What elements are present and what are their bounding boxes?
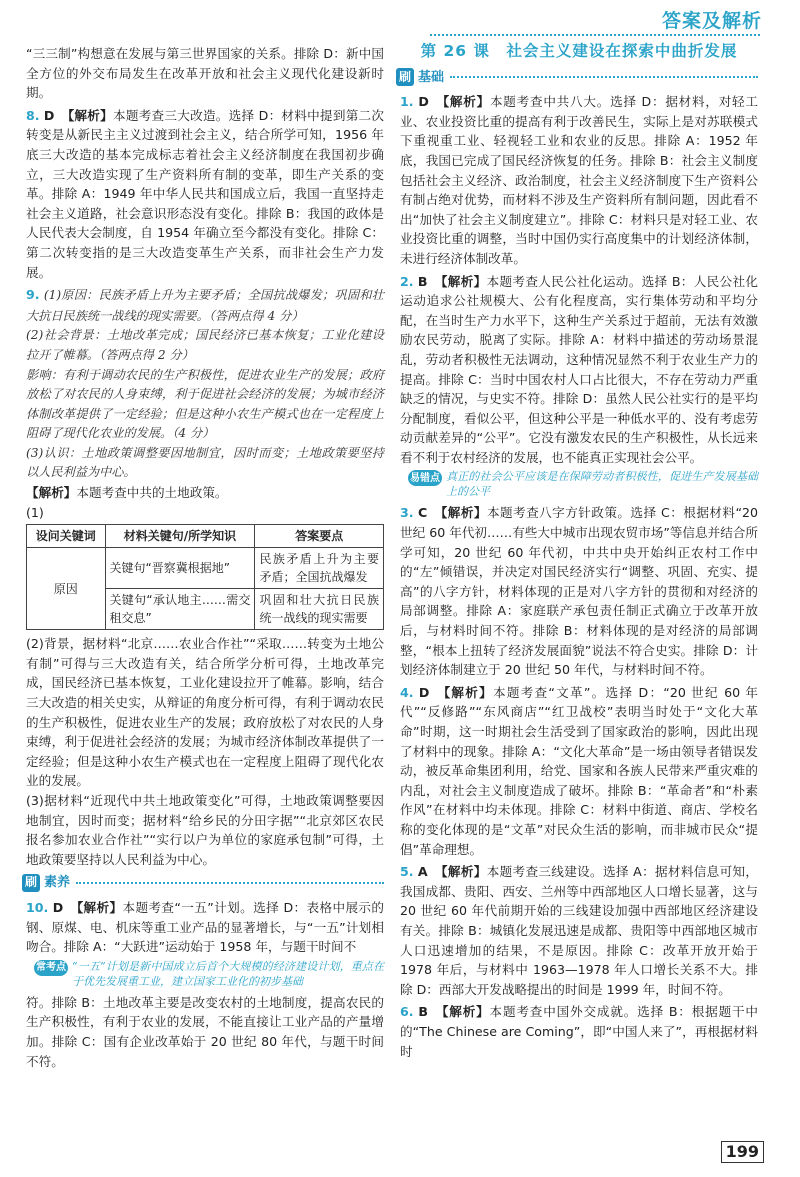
section-label: 基础	[418, 69, 445, 85]
section-header-suyang	[22, 873, 384, 893]
analysis-tag: 【解析】	[61, 107, 113, 123]
answer-5	[400, 862, 758, 999]
table-cell: 关键句“承认地主……需交租交息”	[105, 589, 255, 630]
note-text: 真正的社会公平应该是在保障劳动者积极性，促进生产发展基础上的公平	[446, 470, 758, 499]
sub-label: (1)	[26, 504, 44, 520]
key-point-note	[34, 959, 384, 989]
answer-letter: A	[417, 864, 428, 880]
analysis-paragraph: (3)据材料“近现代中共土地政策变化”可得，土地政策调整要因地制宜，因时而变；据材料“给乡民的分田字据”“北京郊区农民报名参加农业合作社”“实行以户为单位的家庭承包制”可得，土地政策要坚持以人民利益为中心。	[26, 793, 384, 867]
answer-letter: D	[52, 899, 64, 915]
table-cell: 原因	[27, 548, 106, 630]
table-header: 设问关键词	[27, 525, 106, 548]
right-column	[400, 44, 758, 1064]
analysis-tag: 【解析】	[70, 899, 123, 915]
section-label: 素养	[44, 875, 71, 891]
analysis-table	[26, 524, 384, 630]
table-header-row	[27, 525, 384, 548]
answer-1	[400, 92, 758, 268]
answer-3	[400, 503, 758, 679]
question-number: 2.	[400, 273, 414, 289]
table-row	[27, 548, 384, 589]
handwritten-answer-2: (2)社会背景：土地改革完成；国民经济已基本恢复；工业化建设拉开了帷幕。（答两点得 2 分）	[26, 328, 384, 362]
analysis-text: 本题考查八字方针政策。选择 C：根据材料“20 世纪 60 年代初……有些大中城市出现农贸市场”等信息并结合所学可知，20 世纪 60 年代初，中共中央开始纠正农村工作中的“左”倾错误，并决定对国民经济实行“调整、巩固、充实、提高”的八字方针，材料体现的正是对八字方针的贯彻和对经济的局部调整。排除 A：家庭联产承包责任制正式确立于改革开放后，与材料时间不符。排除 B：材料体现的是对经济的局部调整，“根本上扭转了经济发展面貌”说法不符合史实。排除 D：计划经济体制建立于 20 世纪 50 年代，与材料时间不符。	[400, 505, 758, 678]
error-prone-note	[408, 469, 758, 499]
analysis-tag: 【解析】	[435, 864, 487, 880]
analysis-text: 本题考查三线建设。选择 A：据材料信息可知，我国成都、贵阳、西安、兰州等中西部地区人口增长显著，这与 20 世纪 60 年代前期开始的三线建设加强中西部地区经济建设有关。排除 B：城镇化发展迅速是成都、贵阳等中西部地区城市人口迅速增加的结果，不是原因。排除 C：改革开放开始于 1978 年后，与材料中 1963—1978 年人口增长关系不大。排除 D：西部大开发战略提出的时间是 1999 年，时间不符。	[400, 864, 759, 997]
analysis-text: 本题考查中共的土地政策。	[76, 485, 228, 501]
analysis-tag: 【解析】	[434, 273, 487, 289]
brush-icon: 刷	[396, 68, 414, 86]
analysis-tag: 【解析】	[435, 1004, 490, 1020]
table-cell: 关键句“晋察冀根据地”	[105, 548, 255, 589]
section-header-jichu	[396, 68, 758, 88]
question-number: 5.	[400, 864, 414, 880]
question-number: 9.	[26, 287, 40, 303]
analysis-text: 本题考查中共八大。选择 D：据材料，对轻工业、农业投资比重的提高有利于改善民生，实际上是对苏联模式下重视重工业、轻视轻工业和农业的反思。排除 A：1952 年底，我国已完成了国民经济恢复的任务。排除 B：社会主义制度包括社会主义经济、政治制度，社会主义经济制度下生产资料公有制占绝对优势，而材料不涉及生产资料所有制问题，因此看不出“加快了社会主义制度建立”。排除 C：材料只是对轻工业、农业投资比重的调整，当时中国仍实行高度集中的计划经济体制，未进行经济体制改革。	[400, 94, 758, 266]
header-divider	[430, 34, 760, 36]
answer-letter: D	[43, 107, 55, 123]
handwritten-answer-3: 影响：有利于调动农民的生产积极性，促进农业生产的发展；政府放松了对农民的人身束缚，利于促进社会经济的发展；为城市经济体制改革提供了一定经验；但是这种小农生产模式也在一定程度上阻碍了现代化农业的发展。（4 分）	[26, 367, 384, 441]
answer-10	[26, 898, 384, 1071]
answer-8	[26, 106, 384, 282]
answer-4	[400, 683, 758, 859]
section-divider	[450, 76, 758, 78]
analysis-text: 本题考查“文革”。选择 D：“20 世纪 60 年代”“反修路”“东风商店”“红卫战校”表明当时处于“文化大革命”时期，这一时期社会生活受到了国家政治的影响，因此出现了材料中的现象。排除 A：“文化大革命”是一场由领导者错误发动，被反革命集团利用，给党、国家和各族人民带来严重灾难的内乱，对社会主义制度造成了破坏。排除 B：“革命者”和“朴素作风”在材料中均未体现。排除 C：材料中街道、商店、学校名称的变化体现的是“文革”对民众生活的影响，而非城市民众“提倡”革命理想。	[400, 684, 758, 857]
answer-letter: D	[418, 684, 430, 700]
answer-letter: C	[418, 505, 428, 521]
analysis-text: 本题考查三大改造。选择 D：材料中提到第二次转变是从新民主主义过渡到社会主义，结合所学可知，1956 年底三大改造的基本完成标志着社会主义经济制度在我国初步确立，三大改造实现了生产资料所有制的变革，即生产关系的变革。排除 A：1949 年中华人民共和国成立后，我国一直坚持走社会主义道路，社会意识形态没有变化。排除 B：我国的政体是人民代表大会制度，自 1954 年确立至今都没有变化。排除 C：第二次转变指的是三大改造变革生产关系，而非社会生产力发展。	[26, 107, 384, 280]
handwritten-answer-4: (3)认识：土地政策调整要因地制宜，因时而变；土地政策要坚持以人民利益为中心。	[26, 445, 384, 480]
analysis-tag: 【解析】	[437, 684, 493, 700]
table-cell: 巩固和壮大抗日民族统一战线的现实需要	[255, 589, 384, 630]
analysis-tag: 【解析】	[434, 505, 487, 521]
error-prone-icon: 易错点	[408, 470, 442, 486]
answer-letter: B	[417, 273, 428, 289]
question-number: 3.	[400, 505, 414, 521]
answer-6	[400, 1002, 758, 1061]
question-number: 6.	[400, 1004, 414, 1020]
header-title: 答案及解析	[661, 10, 762, 32]
handwritten-answer-1: (1)原因：民族矛盾上升为主要矛盾；全国抗战爆发；巩固和壮大抗日民族统一战线的现实需要。（答两点得 4 分）	[26, 288, 384, 323]
answer-continuation: “三三制”构想意在发展与第三世界国家的关系。排除 D：新中国全方位的外交布局发生在改革开放和社会主义现代化建设新时期。	[26, 46, 384, 101]
question-number: 4.	[400, 684, 414, 700]
question-number: 1.	[400, 94, 414, 110]
lesson-title: 第 26 课 社会主义建设在探索中曲折发展	[420, 42, 738, 60]
left-column	[26, 44, 384, 1074]
table-header: 材料关键句/所学知识	[105, 525, 255, 548]
question-number: 10.	[26, 899, 49, 915]
answer-9	[26, 285, 384, 869]
answer-2	[400, 272, 758, 500]
answer-letter: B	[418, 1004, 429, 1020]
analysis-paragraph: (2)背景，据材料“北京……农业合作社”“采取……转变为土地公有制”可得与三大改造有关，结合所学分析可得，土地改革完成，国民经济已基本恢复，工业化建设拉开了帷幕。影响，结合三大改造的相关史实，从辩证的角度分析可得，有利于调动农民的生产积极性，促进农业生产的发展；政府放松了对农民的人身束缚，利于促进社会经济的发展；为城市经济体制改革提供了一定经验；但是这种小农生产模式也在一定程度上阻碍了现代化农业的发展。	[26, 636, 384, 789]
section-divider	[76, 882, 384, 884]
table-header: 答案要点	[255, 525, 384, 548]
analysis-text: 本题考查中国外交成就。选择 B：根据题干中的“The Chinese are Coming”，即“中国人来了”，再根据材料时	[400, 1004, 758, 1059]
analysis-tag: 【解析】	[436, 94, 490, 110]
brush-icon: 刷	[22, 874, 40, 892]
table-cell: 民族矛盾上升为主要矛盾；全国抗战爆发	[255, 548, 384, 589]
answer-letter: D	[418, 94, 429, 110]
analysis-text: 本题考查人民公社化运动。选择 B：人民公社化运动追求公社规模大、公有化程度高，实行集体劳动和平均分配，在当时生产力水平下，这种生产关系过于超前，无法有效激励农民劳动，脱离了实际。排除 A：材料中描述的劳动场景混乱，劳动者积极性无法调动，这种情况显然不利于农业生产力的提高。排除 C：当时中国农村人口占比很大，不存在劳动力严重缺乏的情况，与史实不符。排除 D：虽然人民公社实行的是平均分配制度，看似公平，但这种公平是一种低水平的、没有考虑劳动贡献差异的“公平”。它没有激发农民的生产积极性，从长远来看不利于农村经济的发展，也不能真正实现社会公平。	[400, 273, 758, 465]
analysis-tag: 【解析】	[26, 485, 77, 501]
page-number: 199	[721, 1141, 764, 1163]
question-number: 8.	[26, 107, 40, 123]
analysis-text-continued: 符。排除 B：土地改革主要是改变农村的土地制度，提高农民的生产积极性，有利于农业的发展，不能直接让工业产品的产量增加。排除 C：国有企业改革始于 20 世纪 80 年代，与题干时间不符。	[26, 994, 384, 1069]
note-text: “一五”计划是新中国成立后首个大规模的经济建设计划，重点在于优先发展重工业，建立国家工业化的初步基础	[72, 959, 384, 988]
key-point-icon: 常考点	[34, 960, 68, 976]
analysis-text: 本题考查“一五”计划。选择 D：表格中展示的钢、原煤、电、机床等重工业产品的显著增长，与“一五”计划相吻合。排除 A：“大跃进”运动始于 1958 年，与题干时间不	[26, 899, 384, 955]
